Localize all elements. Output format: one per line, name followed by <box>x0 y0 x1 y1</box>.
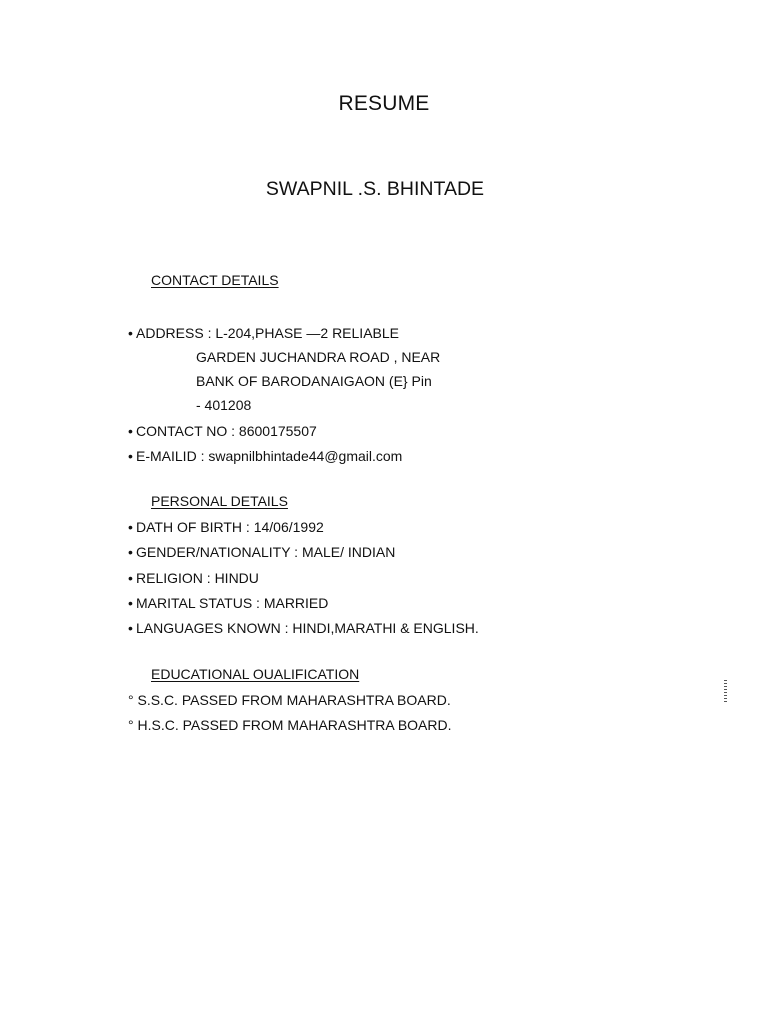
education-item-ssc: ° S.S.C. PASSED FROM MAHARASHTRA BOARD. <box>128 692 451 708</box>
date-of-birth-text: DATH OF BIRTH : 14/06/1992 <box>136 519 324 535</box>
personal-item <box>128 570 259 586</box>
education-heading: EDUCATIONAL OUALIFICATION <box>151 666 360 682</box>
education-item-hsc: ° H.S.C. PASSED FROM MAHARASHTRA BOARD. <box>128 717 452 733</box>
bullet-icon: • <box>128 595 133 611</box>
email-line <box>128 448 402 464</box>
address-text: ADDRESS : L-204,PHASE —2 RELIABLE <box>136 325 399 341</box>
contact-number-line <box>128 423 317 439</box>
address-line-4: - 401208 <box>196 397 252 413</box>
address-line-1 <box>128 325 399 341</box>
email-text: E-MAILID : swapnilbhintade44@gmail.com <box>136 448 403 464</box>
candidate-name: SWAPNIL .S. BHINTADE <box>265 178 485 200</box>
bullet-icon: • <box>128 519 133 535</box>
bullet-icon: • <box>128 570 133 586</box>
marital-status-text: MARITAL STATUS : MARRIED <box>136 595 329 611</box>
address-line-3: BANK OF BARODANAIGAON (E} Pin <box>196 373 432 389</box>
scan-artifact <box>724 680 727 702</box>
gender-nationality-text: GENDER/NATIONALITY : MALE/ INDIAN <box>136 544 396 560</box>
bullet-icon: • <box>128 620 133 636</box>
languages-known-text: LANGUAGES KNOWN : HINDI,MARATHI & ENGLISH. <box>136 620 479 636</box>
personal-item <box>128 595 328 611</box>
personal-details-heading: PERSONAL DETAILS <box>151 493 288 509</box>
bullet-icon: • <box>128 325 133 341</box>
bullet-icon: • <box>128 423 133 439</box>
personal-item <box>128 519 324 535</box>
contact-details-heading: CONTACT DETAILS <box>151 272 279 288</box>
contact-number-text: CONTACT NO : 8600175507 <box>136 423 317 439</box>
religion-text: RELIGION : HINDU <box>136 570 259 586</box>
address-line-2: GARDEN JUCHANDRA ROAD , NEAR <box>196 349 441 365</box>
personal-item <box>128 544 395 560</box>
document-title: RESUME <box>338 92 430 115</box>
bullet-icon: • <box>128 448 133 464</box>
personal-item <box>128 620 479 636</box>
bullet-icon: • <box>128 544 133 560</box>
